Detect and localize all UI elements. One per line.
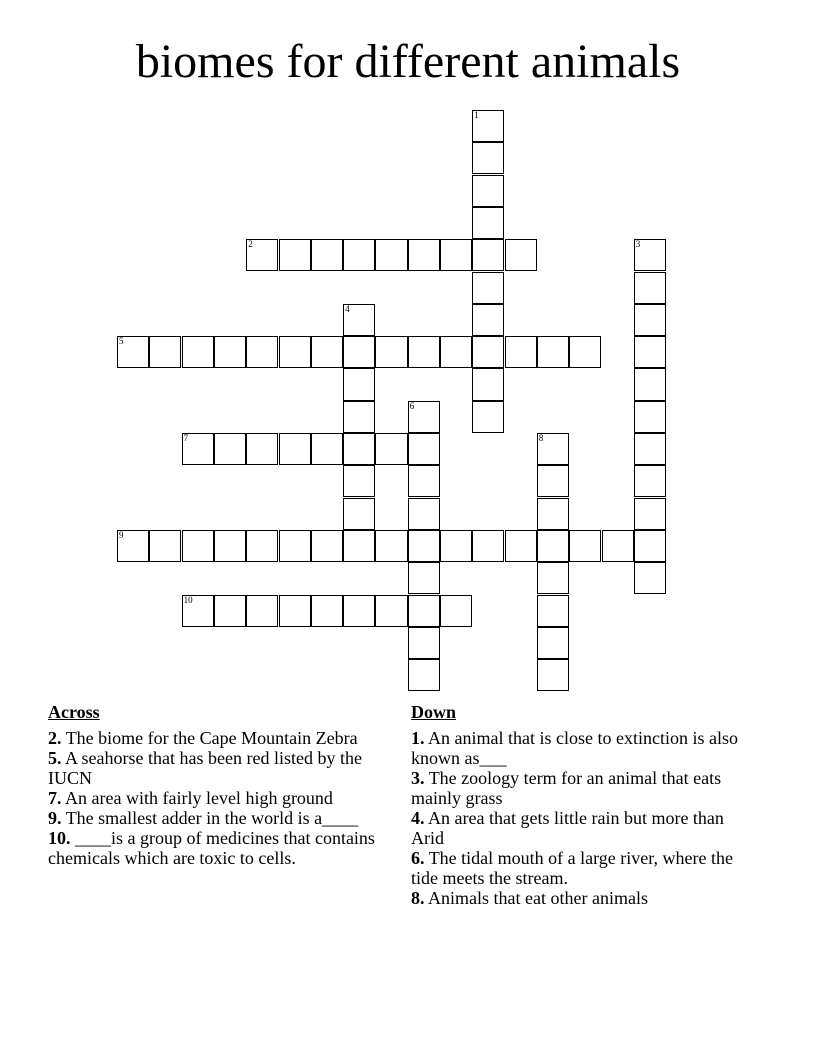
- down-clues: [411, 702, 751, 908]
- cell-number: 4: [345, 303, 350, 314]
- grid-cell[interactable]: [279, 595, 311, 627]
- cell-number: 5: [119, 336, 124, 347]
- clue-down-8: [411, 888, 751, 908]
- grid-cell[interactable]: [311, 433, 343, 465]
- grid-cell[interactable]: [634, 368, 666, 400]
- grid-cell[interactable]: [505, 530, 537, 562]
- grid-cell[interactable]: [537, 530, 569, 562]
- grid-cell[interactable]: [279, 239, 311, 271]
- grid-cell[interactable]: [408, 239, 440, 271]
- clue-down-4: [411, 808, 751, 848]
- clue-text: An area that gets little rain but more than Arid: [411, 808, 724, 848]
- grid-cell[interactable]: [408, 336, 440, 368]
- grid-cell[interactable]: [117, 530, 149, 562]
- grid-cell[interactable]: [343, 401, 375, 433]
- puzzle-title: biomes for different animals: [135, 35, 681, 88]
- grid-cell[interactable]: [311, 336, 343, 368]
- cell-number: 9: [119, 529, 124, 540]
- grid-cell[interactable]: [472, 239, 504, 271]
- clue-number: 8.: [411, 888, 425, 908]
- grid-cell[interactable]: [214, 530, 246, 562]
- grid-cell[interactable]: [408, 595, 440, 627]
- cell-number: 1: [474, 110, 479, 120]
- clue-number: 9.: [48, 808, 62, 828]
- grid-cell[interactable]: [472, 175, 504, 207]
- grid-cell[interactable]: [472, 110, 504, 142]
- clue-number: 7.: [48, 788, 62, 808]
- grid-cell[interactable]: [408, 659, 440, 691]
- grid-cell[interactable]: [569, 336, 601, 368]
- clue-text: A seahorse that has been red listed by the IUCN: [48, 748, 362, 788]
- grid-cell[interactable]: [634, 401, 666, 433]
- grid-cell[interactable]: [634, 530, 666, 562]
- grid-cell[interactable]: [343, 239, 375, 271]
- clue-number: 3.: [411, 768, 425, 788]
- grid-cell[interactable]: [246, 595, 278, 627]
- cell-number: 3: [635, 239, 641, 250]
- grid-cell[interactable]: [343, 465, 375, 497]
- clue-number: 6.: [411, 848, 425, 868]
- grid-cell[interactable]: [440, 336, 472, 368]
- clue-number: 10.: [48, 828, 71, 848]
- grid-cell[interactable]: [408, 465, 440, 497]
- grid-cell[interactable]: [149, 530, 181, 562]
- grid-cell[interactable]: [279, 433, 311, 465]
- clue-across-10: [48, 828, 388, 868]
- grid-cell[interactable]: [182, 336, 214, 368]
- grid-cell[interactable]: [375, 433, 407, 465]
- grid-cell[interactable]: [472, 336, 504, 368]
- grid-cell[interactable]: [343, 595, 375, 627]
- grid-cell[interactable]: [537, 433, 569, 465]
- clue-text: The biome for the Cape Mountain Zebra: [65, 728, 358, 748]
- across-heading: Across: [48, 702, 100, 722]
- grid-cell[interactable]: [408, 401, 440, 433]
- grid-cell[interactable]: [505, 239, 537, 271]
- grid-cell[interactable]: [182, 433, 214, 465]
- clue-text: An animal that is close to extinction is also known as___: [411, 728, 738, 768]
- grid-cell[interactable]: [343, 498, 375, 530]
- grid-cell[interactable]: [634, 336, 666, 368]
- grid-cell[interactable]: [408, 498, 440, 530]
- grid-cell[interactable]: [634, 465, 666, 497]
- grid-cell[interactable]: [505, 336, 537, 368]
- clue-down-3: [411, 768, 751, 808]
- cell-number: 7: [183, 433, 189, 443]
- clue-text: ____is a group of medicines that contains chemicals which are toxic to cells.: [48, 828, 375, 868]
- down-heading: Down: [411, 702, 457, 722]
- grid-cell[interactable]: [472, 142, 504, 174]
- grid-cell[interactable]: [343, 433, 375, 465]
- clue-down-1: [411, 728, 751, 768]
- across-clues: [48, 702, 388, 868]
- grid-cell[interactable]: [117, 336, 149, 368]
- grid-cell[interactable]: [246, 336, 278, 368]
- grid-cell[interactable]: [375, 595, 407, 627]
- grid-cell[interactable]: [343, 336, 375, 368]
- grid-cell[interactable]: [375, 530, 407, 562]
- clue-text: The tidal mouth of a large river, where the tide meets the stream.: [411, 848, 734, 888]
- clue-across-9: [48, 808, 388, 828]
- grid-cell[interactable]: [472, 401, 504, 433]
- grid-cell[interactable]: [537, 465, 569, 497]
- grid-cell[interactable]: [279, 530, 311, 562]
- cell-number: 8: [538, 433, 544, 443]
- grid-cell[interactable]: [634, 562, 666, 594]
- grid-cell[interactable]: [472, 207, 504, 239]
- grid-cell[interactable]: [537, 336, 569, 368]
- clue-across-5: [48, 748, 388, 788]
- grid-cell[interactable]: [472, 304, 504, 336]
- grid-cell[interactable]: [375, 239, 407, 271]
- grid-cell[interactable]: [246, 239, 278, 271]
- grid-cell[interactable]: [537, 498, 569, 530]
- cell-number: 10: [183, 594, 193, 605]
- grid-cell[interactable]: [440, 595, 472, 627]
- grid-cell[interactable]: [634, 239, 666, 271]
- clue-number: 1.: [411, 728, 425, 748]
- clue-text: An area with fairly level high ground: [65, 788, 333, 808]
- clue-number: 5.: [48, 748, 62, 768]
- clue-text: The smallest adder in the world is a____: [65, 808, 359, 828]
- grid-cell[interactable]: [343, 304, 375, 336]
- grid-cell[interactable]: [214, 336, 246, 368]
- clue-number: 4.: [411, 808, 425, 828]
- grid-cell[interactable]: [279, 336, 311, 368]
- grid-cell[interactable]: [472, 272, 504, 304]
- grid-cell[interactable]: [246, 433, 278, 465]
- grid-cell[interactable]: [311, 530, 343, 562]
- clue-number: 2.: [48, 728, 62, 748]
- grid-cell[interactable]: [634, 498, 666, 530]
- grid-cell[interactable]: [440, 239, 472, 271]
- grid-cell[interactable]: [214, 595, 246, 627]
- grid-cell[interactable]: [214, 433, 246, 465]
- grid-cell[interactable]: [343, 368, 375, 400]
- grid-cell[interactable]: [602, 530, 634, 562]
- grid-cell[interactable]: [537, 627, 569, 659]
- grid-cell[interactable]: [408, 562, 440, 594]
- grid-cell[interactable]: [408, 530, 440, 562]
- clue-across-2: [48, 728, 388, 748]
- clue-down-6: [411, 848, 751, 888]
- grid-cell[interactable]: [408, 627, 440, 659]
- grid-cell[interactable]: [537, 595, 569, 627]
- grid-cell[interactable]: [343, 530, 375, 562]
- clue-text: The zoology term for an animal that eats mainly grass: [411, 768, 722, 808]
- grid-cell[interactable]: [375, 336, 407, 368]
- grid-cell[interactable]: [537, 659, 569, 691]
- cell-number: 2: [248, 239, 253, 250]
- clue-text: Animals that eat other animals: [428, 888, 648, 908]
- grid-cell[interactable]: [440, 530, 472, 562]
- grid-cell[interactable]: [311, 595, 343, 627]
- cell-number: 6: [409, 400, 415, 411]
- grid-cell[interactable]: [569, 530, 601, 562]
- grid-cell[interactable]: [634, 433, 666, 465]
- grid-cell[interactable]: [634, 272, 666, 304]
- grid-cell[interactable]: [182, 595, 214, 627]
- grid-cell[interactable]: [246, 530, 278, 562]
- grid-cell[interactable]: [537, 562, 569, 594]
- grid-cell[interactable]: [472, 530, 504, 562]
- grid-cell[interactable]: [311, 239, 343, 271]
- grid-cell[interactable]: [182, 530, 214, 562]
- clue-across-7: [48, 788, 388, 808]
- grid-cell[interactable]: [634, 304, 666, 336]
- grid-cell[interactable]: [149, 336, 181, 368]
- grid-cell[interactable]: [472, 368, 504, 400]
- grid-cell[interactable]: [408, 433, 440, 465]
